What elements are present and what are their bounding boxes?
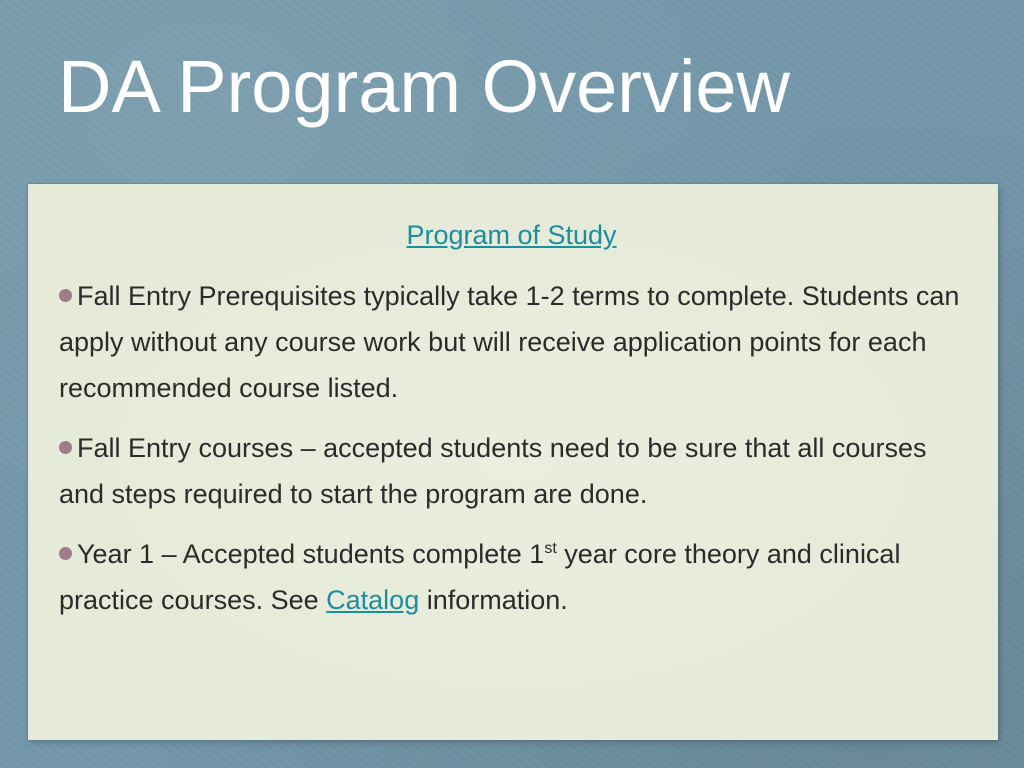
bullet-dot-icon xyxy=(59,289,72,302)
slide-title: DA Program Overview xyxy=(58,45,790,128)
subheading xyxy=(59,218,964,253)
program-of-study-link[interactable]: Program of Study xyxy=(406,220,617,250)
bullet-text: Fall Entry Prerequisites typically take 1-2 terms to complete. Students can apply without any course work but will receive application points for each recommended course listed. xyxy=(59,281,960,404)
bullet-item-year-1 xyxy=(59,531,964,623)
catalog-link[interactable]: Catalog xyxy=(326,585,420,616)
bullet-item-prerequisites xyxy=(59,273,964,411)
bullet-text-middle: year core theory and clinical practice courses. See xyxy=(59,539,901,616)
bullet-dot-icon xyxy=(59,441,72,454)
bullet-item-fall-entry-courses xyxy=(59,425,964,517)
bullet-dot-icon xyxy=(59,547,72,560)
bullet-text-after: information. xyxy=(419,585,568,616)
bullet-text: Fall Entry courses – accepted students need to be sure that all courses and steps required to start the program are done. xyxy=(59,433,927,510)
content-panel xyxy=(28,184,998,740)
ordinal-superscript: st xyxy=(544,540,557,558)
bullet-text-before: Year 1 – Accepted students complete 1 xyxy=(77,539,545,570)
